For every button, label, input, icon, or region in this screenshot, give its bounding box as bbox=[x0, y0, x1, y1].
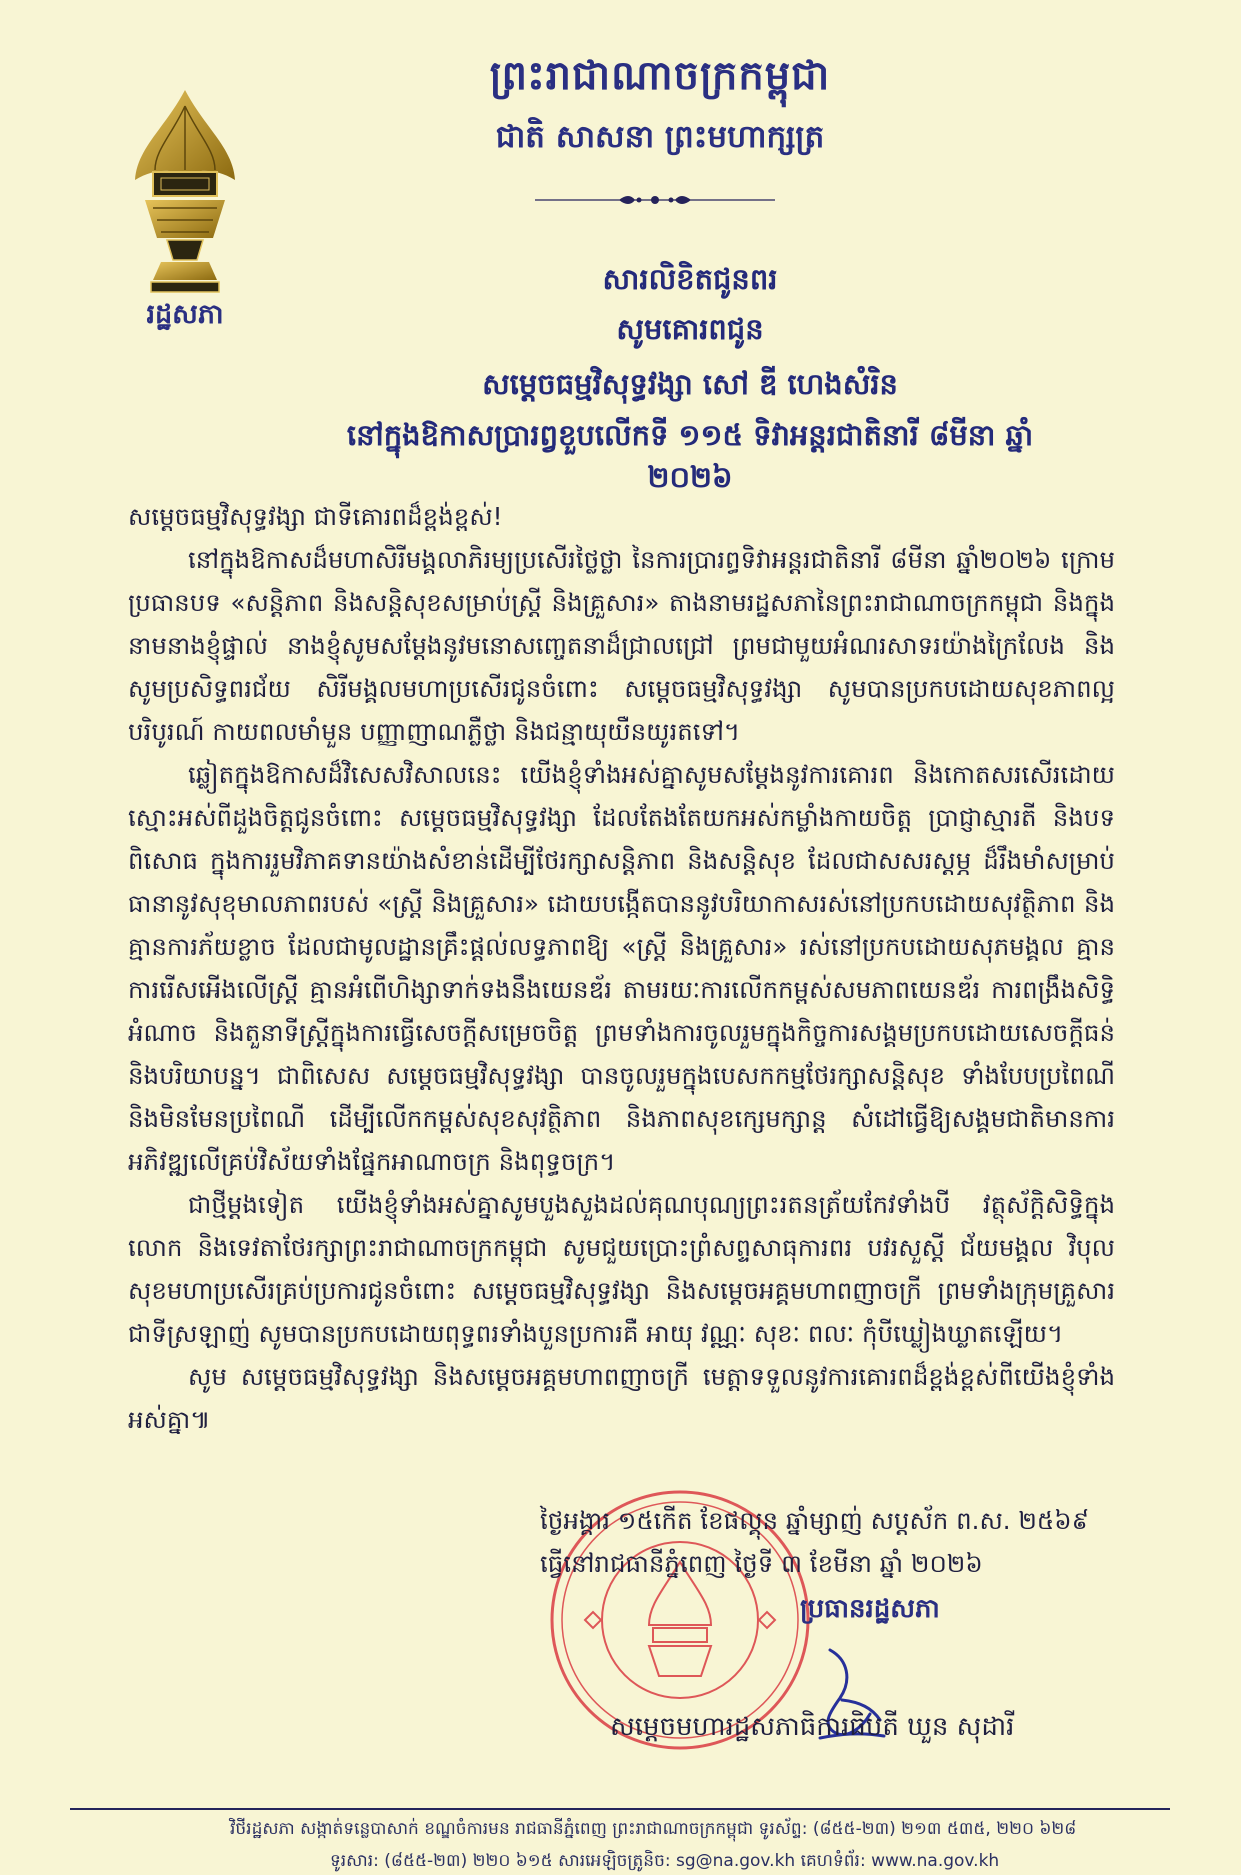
letter-recipient: សម្តេចធម្មវិសុទ្ធវង្សា សៅ ឌី ហេងសំរិន bbox=[482, 367, 898, 401]
kingdom-title: ព្រះរាជាណាចក្រកម្ពុជា bbox=[489, 53, 831, 99]
national-assembly-emblem-icon bbox=[125, 88, 245, 298]
signer-position: ប្រធានរដ្ឋសភា bbox=[800, 1594, 940, 1624]
issue-date-place: ធ្វើនៅរាជធានីភ្នំពេញ ថ្ងៃទី ៣ ខែមីនា ឆ្នាំ ២០២៦ bbox=[540, 1549, 983, 1578]
signer-name: សម្តេចមហារដ្ឋសភាធិការធិបតី ឃួន សុដារី bbox=[610, 1712, 1015, 1742]
ornament-divider-icon bbox=[535, 188, 775, 212]
letter-dedication: សូមគោរពជូន bbox=[616, 312, 764, 346]
letter-body bbox=[128, 495, 1115, 1441]
paragraph-3: ជាថ្មីម្តងទៀត យើងខ្ញុំទាំងអស់គ្នាសូមបួងសួងដល់គុណបុណ្យព្រះរតនត្រ័យកែវទាំងបី វត្ថុស័ក្តិសិទ្ធិក្នុងលោក និងទេវតាថែរក្សាព្រះរាជាណាចក្រកម្ពុជា សូមជួយប្រោះព្រំសព្ទសាធុការពរ បវរសួស្តី ជ័យមង្គល វិបុលសុខមហាប្រសើរគ្រប់ប្រការជូនចំពោះ សម្តេចធម្មវិសុទ្ធវង្សា និងសម្តេចអគ្គមហាពញាចក្រី ព្រមទាំងក្រុមគ្រួសារជាទីស្រឡាញ់ សូមបានប្រកបដោយពុទ្ធពរទាំងបួនប្រការគឺ អាយុ វណ្ណៈ សុខៈ ពលៈ កុំបីឃ្លៀងឃ្លាតឡើយ។ bbox=[128, 1190, 1115, 1348]
paragraph-1: នៅក្នុងឱកាសដ៏មហាសិរីមង្គលាភិរម្យប្រសើរថ្លៃថ្លា នៃការប្រារព្ធទិវាអន្តរជាតិនារី ៨មីនា ឆ្នាំ២០២៦ ក្រោមប្រធានបទ «សន្តិភាព និងសន្តិសុខសម្រាប់ស្ត្រី និងគ្រួសារ» តាងនាមរដ្ឋសភានៃព្រះរាជាណាចក្រកម្ពុជា និងក្នុងនាមនាងខ្ញុំផ្ទាល់ នាងខ្ញុំសូមសម្តែងនូវមនោសញ្ចេតនាដ៏ជ្រាលជ្រៅ ព្រមជាមួយអំណរសាទរយ៉ាងក្រៃលែង និងសូមប្រសិទ្ធពរជ័យ សិរីមង្គលមហាប្រសើរជូនចំពោះ សម្តេចធម្មវិសុទ្ធវង្សា សូមបានប្រកបដោយសុខភាពល្អបរិបូរណ៍ កាយពលមាំមួន បញ្ញាញាណភ្លឺថ្លា និងជន្មាយុយឺនយូរតទៅ។ bbox=[128, 545, 1115, 746]
letter-title: សារលិខិតជូនពរ bbox=[602, 262, 778, 296]
letter-occasion: នៅក្នុងឱកាសប្រារព្វខួបលើកទី ១១៥ ទិវាអន្តរជាតិនារី ៨មីនា ឆ្នាំ ២០២៦ bbox=[346, 418, 1034, 494]
national-motto: ជាតិ សាសនា ព្រះមហាក្សត្រ bbox=[495, 119, 825, 155]
footer-address: វិថីរដ្ឋសភា សង្កាត់ទន្លេបាសាក់ ខណ្ឌចំការមន រាជធានីភ្នំពេញ ព្រះរាជាណាចក្រកម្ពុជា ទូរស័ព្ទ: (៨៥៥-២៣) ២១៣ ៥៣៥, ២២០ ៦២៨ bbox=[230, 1819, 1077, 1839]
paragraph-2: ឆ្លៀតក្នុងឱកាសដ៏វិសេសវិសាលនេះ យើងខ្ញុំទាំងអស់គ្នាសូមសម្តែងនូវការគោរព និងកោតសរសើរដោយស្មោះអស់ពីដួងចិត្តជូនចំពោះ សម្តេចធម្មវិសុទ្ធវង្សា ដែលតែងតែយកអស់កម្លាំងកាយចិត្ត ប្រាជ្ញាស្មារតី និងបទពិសោធ ក្នុងការរួមវិភាគទានយ៉ាងសំខាន់ដើម្បីថែរក្សាសន្តិភាព និងសន្តិសុខ ដែលជាសសរស្តម្ភ ដ៏រឹងមាំសម្រាប់ធានានូវសុខុមាលភាពរបស់ «ស្ត្រី និងគ្រួសារ» ដោយបង្កើតបាននូវបរិយាកាសរស់នៅប្រកបដោយសុវត្ថិភាព និងគ្មានការភ័យខ្លាច ដែលជាមូលដ្ឋានគ្រឹះផ្តល់លទ្ធភាពឱ្យ «ស្ត្រី និងគ្រួសារ» រស់នៅប្រកបដោយសុភមង្គល គ្មានការរើសអើងលើស្ត្រី គ្មានអំពើហិង្សាទាក់ទងនឹងយេនឌ័រ តាមរយៈការលើកកម្ពស់សមភាពយេនឌ័រ ការពង្រឹងសិទ្ធិអំណាច និងតួនាទីស្ត្រីក្នុងការធ្វើសេចក្តីសម្រេចចិត្ត ព្រមទាំងការចូលរួមក្នុងកិច្ចការសង្គមប្រកបដោយសេចក្តីធន់ និងបរិយាបន្ន។ ជាពិសេស សម្តេចធម្មវិសុទ្ធវង្សា បានចូលរួមក្នុងបេសកកម្មថែរក្សាសន្តិសុខ ទាំងបែបប្រពៃណី និងមិនមែនប្រពៃណី ដើម្បីលើកកម្ពស់សុខសុវត្ថិភាព និងភាពសុខក្សេមក្សាន្ត សំដៅធ្វើឱ្យសង្គមជាតិមានការអភិវឌ្ឍលើគ្រប់វិស័យទាំងផ្នែកអាណាចក្រ និងពុទ្ធចក្រ។ bbox=[128, 760, 1115, 1176]
footer-divider bbox=[70, 1808, 1170, 1810]
salutation: សម្តេចធម្មវិសុទ្ធវង្សា ជាទីគោរពដ៏ខ្ពង់ខ្ពស់! bbox=[128, 502, 503, 531]
footer-contact: ទូរសារ: (៨៥៥-២៣) ២២០ ៦១៥ សារអេឡិចត្រូនិច: sg@na.gov.kh គេហទំព័រ: www.na.gov.kh bbox=[330, 1851, 1000, 1871]
emblem-caption: រដ្ឋសភា bbox=[146, 299, 224, 330]
paragraph-4: សូម សម្តេចធម្មវិសុទ្ធវង្សា និងសម្តេចអគ្គមហាពញាចក្រី មេត្តាទទួលនូវការគោរពដ៏ខ្ពង់ខ្ពស់ពីយើងខ្ញុំទាំងអស់គ្នា៕ bbox=[128, 1362, 1115, 1434]
lunar-date: ថ្ងៃអង្គារ ១៥កើត ខែផល្គុន ឆ្នាំម្សាញ់ សប្តស័ក ព.ស. ២៥៦៩ bbox=[540, 1506, 1089, 1535]
